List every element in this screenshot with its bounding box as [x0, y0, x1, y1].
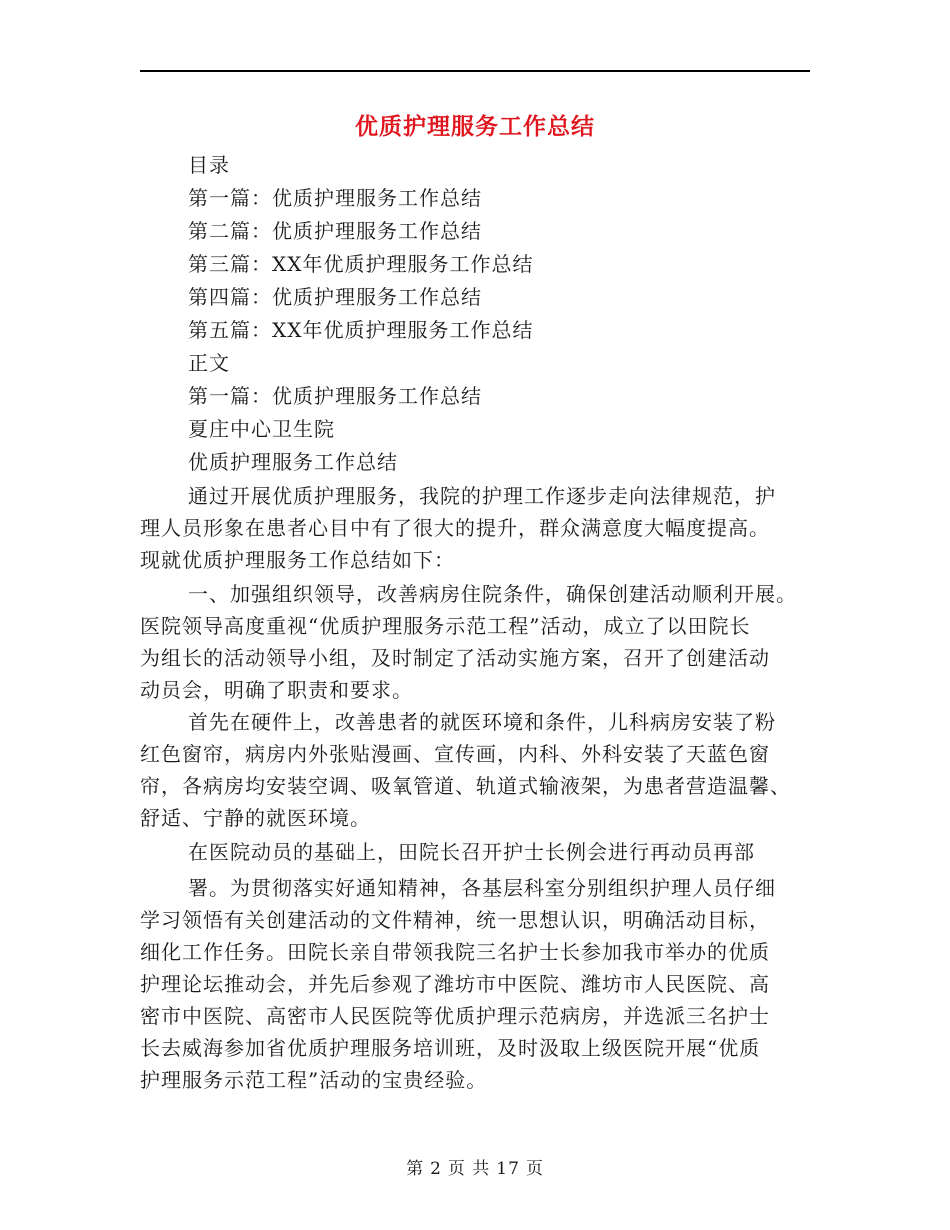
- footer-suffix: 页: [525, 1159, 544, 1179]
- toc-item: 第一篇：优质护理服务工作总结: [188, 186, 482, 210]
- toc-item: 第五篇：XX年优质护理服务工作总结: [188, 318, 534, 342]
- current-page-number: 2: [430, 1159, 442, 1179]
- paragraph-line: 细化工作任务。田院长亲自带领我院三名护士长参加我市举办的优质: [140, 940, 770, 964]
- organization-name: 夏庄中心卫生院: [188, 417, 335, 441]
- paragraph-line: 通过开展优质护理服务，我院的护理工作逐步走向法律规范，护: [188, 484, 776, 508]
- footer-middle: 页 共: [447, 1159, 491, 1179]
- document-subtitle: 优质护理服务工作总结: [188, 450, 398, 474]
- toc-item: 第三篇：XX年优质护理服务工作总结: [188, 252, 534, 276]
- paragraph-line: 理人员形象在患者心目中有了很大的提升，群众满意度大幅度提高。: [140, 516, 770, 540]
- footer-prefix: 第: [406, 1159, 425, 1179]
- toc-item: 第二篇：优质护理服务工作总结: [188, 219, 482, 243]
- page-number-footer: [0, 1154, 950, 1179]
- header-rule: [140, 70, 810, 72]
- paragraph-line: 署。为贯彻落实好通知精神，各基层科室分别组织护理人员仔细: [188, 876, 776, 900]
- paragraph-line: 长去威海参加省优质护理服务培训班，及时汲取上级医院开展“优质: [140, 1036, 761, 1060]
- paragraph-line: 首先在硬件上，改善患者的就医环境和条件，儿科病房安装了粉: [188, 710, 776, 734]
- paragraph-line: 医院领导高度重视“优质护理服务示范工程”活动，成立了以田院长: [140, 614, 751, 638]
- toc-heading: 目录: [188, 153, 230, 177]
- paragraph-line: 现就优质护理服务工作总结如下：: [140, 548, 455, 572]
- paragraph-line: 舒适、宁静的就医环境。: [140, 806, 371, 830]
- paragraph-line: 密市中医院、高密市人民医院等优质护理示范病房，并选派三名护士: [140, 1004, 770, 1028]
- document-title: 优质护理服务工作总结: [355, 113, 595, 140]
- paragraph-line: 为组长的活动领导小组，及时制定了活动实施方案，召开了创建活动: [140, 646, 770, 670]
- toc-item: 第四篇：优质护理服务工作总结: [188, 285, 482, 309]
- paragraph-line: 红色窗帘，病房内外张贴漫画、宣传画，内科、外科安装了天蓝色窗: [140, 742, 770, 766]
- total-page-count: 17: [496, 1159, 520, 1179]
- paragraph-line: 在医院动员的基础上，田院长召开护士长例会进行再动员再部: [188, 840, 755, 864]
- paragraph-line: 帘，各病房均安装空调、吸氧管道、轨道式输液架，为患者营造温馨、: [140, 774, 791, 798]
- body-heading: 正文: [188, 351, 230, 375]
- paragraph-line: 学习领悟有关创建活动的文件精神，统一思想认识，明确活动目标，: [140, 908, 770, 932]
- section-title: 第一篇：优质护理服务工作总结: [188, 384, 482, 408]
- paragraph-line: 护理服务示范工程”活动的宝贵经验。: [140, 1068, 488, 1092]
- paragraph-line: 动员会，明确了职责和要求。: [140, 678, 413, 702]
- paragraph-line: 一、加强组织领导，改善病房住院条件，确保创建活动顺利开展。: [188, 582, 797, 606]
- paragraph-line: 护理论坛推动会，并先后参观了潍坊市中医院、潍坊市人民医院、高: [140, 972, 770, 996]
